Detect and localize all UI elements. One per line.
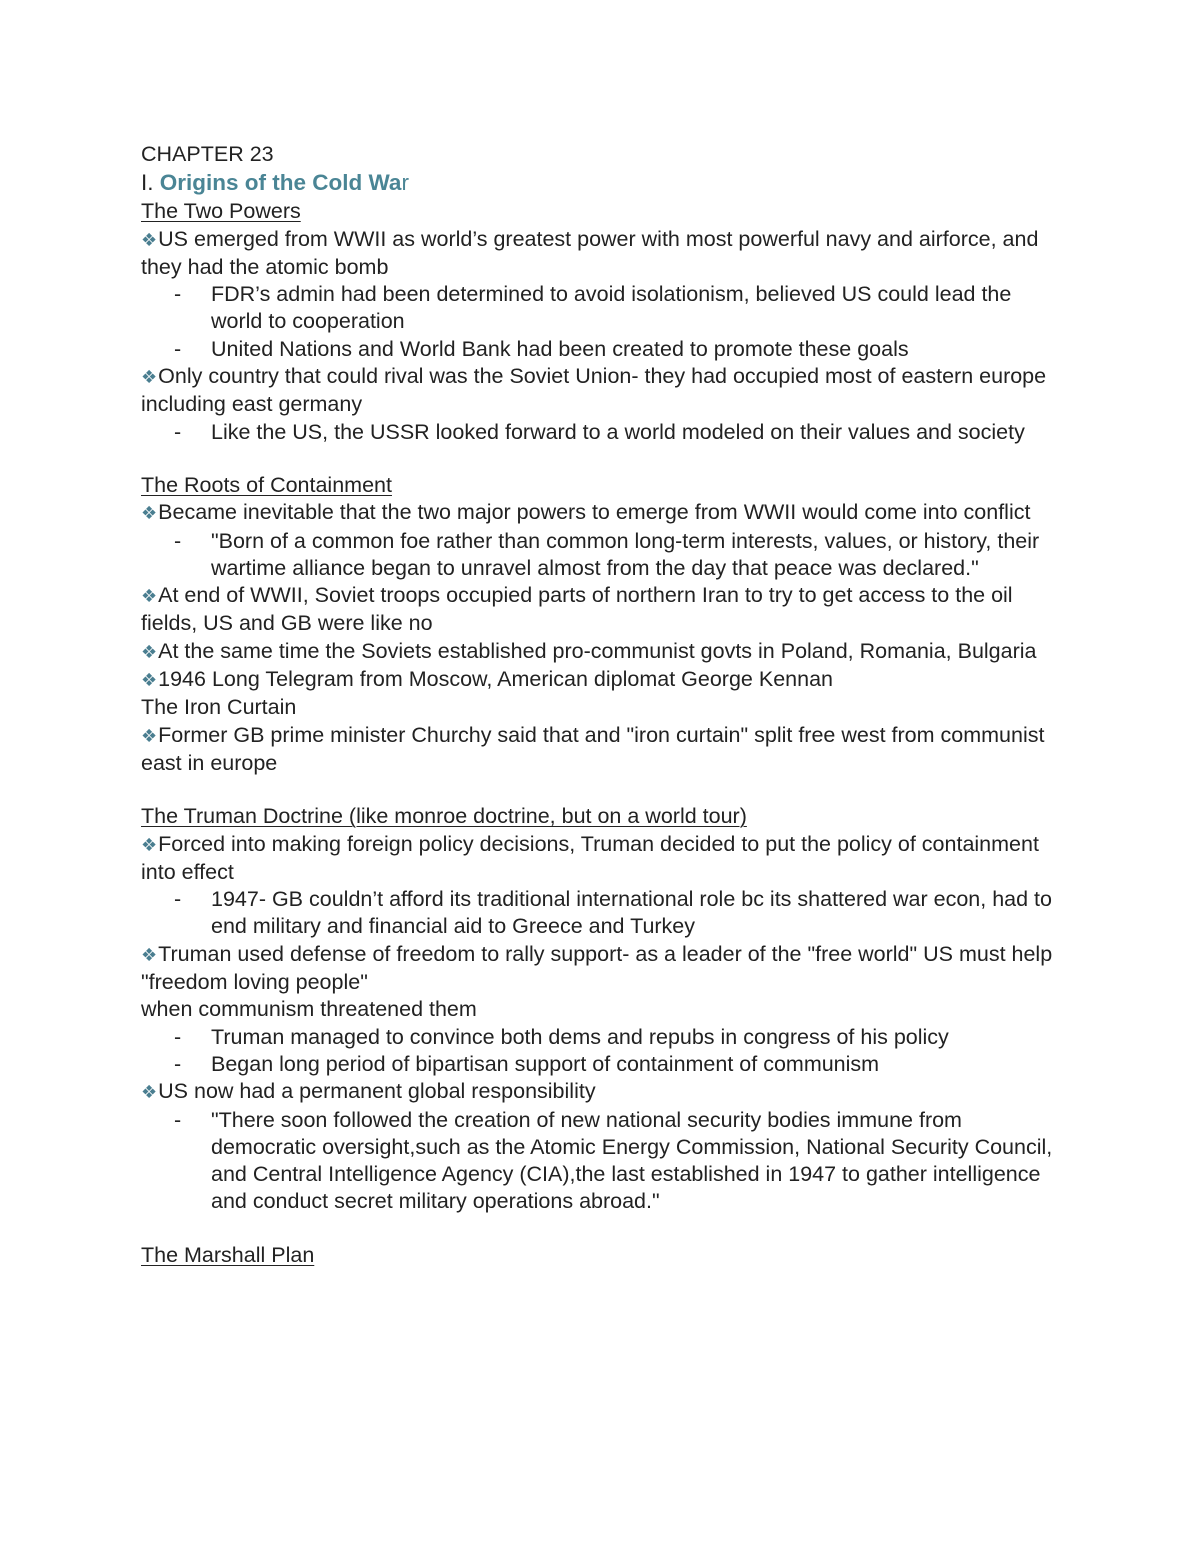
bullet-item xyxy=(141,666,1061,694)
bullet-text: Became inevitable that the two major powers to emerge from WWII would come into conflict xyxy=(158,500,1031,525)
diamond-bullet-icon: ❖ xyxy=(141,641,158,662)
bullet-text: US emerged from WWII as world’s greatest power with most powerful navy and airforce, and they had the atomic bomb xyxy=(141,226,1039,279)
dash-item xyxy=(141,419,1061,446)
bullet-item xyxy=(141,941,1061,997)
diamond-bullet-icon: ❖ xyxy=(141,586,158,607)
diamond-bullet-icon: ❖ xyxy=(141,229,158,250)
dash-text: 1947- GB couldn’t afford its traditional international role bc its shattered war econ, had to end military and financial aid to Greece and Turkey xyxy=(211,887,1052,939)
dash-marker: - xyxy=(174,419,182,444)
bullet-text: Forced into making foreign policy decisions, Truman decided to put the policy of containment into effect xyxy=(141,831,1039,884)
diamond-bullet-icon: ❖ xyxy=(141,834,158,855)
dash-item xyxy=(141,528,1061,583)
diamond-bullet-icon: ❖ xyxy=(141,670,158,691)
dash-text: "There soon followed the creation of new national security bodies immune from democratic oversight,such as the Atomic Energy Commission, National Security Council, and Central Intelligence Agency (CIA),the last established in 1947 to gather intelligence and conduct secret military operations abroad." xyxy=(211,1107,1053,1214)
dash-text: Like the US, the USSR looked forward to a world modeled on their values and society xyxy=(211,419,1025,444)
bullet-text: At end of WWII, Soviet troops occupied parts of northern Iran to try to get access to the oil fields, US and GB were like no xyxy=(141,583,1013,636)
dash-text: FDR’s admin had been determined to avoid isolationism, believed US could lead the world to cooperation xyxy=(211,282,1012,334)
blank-line xyxy=(141,446,1061,472)
dash-marker: - xyxy=(174,1024,182,1049)
dash-text: United Nations and World Bank had been created to promote these goals xyxy=(211,336,909,361)
dash-item xyxy=(141,886,1061,941)
dash-text: "Born of a common foe rather than common long-term interests, values, or history, their wartime alliance began to unravel almost from the day that peace was declared." xyxy=(211,528,1040,580)
bullet-item xyxy=(141,638,1061,666)
dash-marker: - xyxy=(174,336,182,361)
blank-line xyxy=(141,777,1061,803)
plain-line: The Iron Curtain xyxy=(141,695,297,720)
subsection-title: The Two Powers xyxy=(141,199,301,224)
bullet-text: At the same time the Soviets established pro-communist govts in Poland, Romania, Bulgaria xyxy=(158,638,1037,663)
diamond-bullet-icon: ❖ xyxy=(141,725,158,746)
dash-marker: - xyxy=(174,1107,182,1132)
plain-line: when communism threatened them xyxy=(141,997,477,1022)
dash-marker: - xyxy=(174,282,182,307)
dash-text: Truman managed to convince both dems and repubs in congress of his policy xyxy=(211,1024,949,1049)
bullet-item xyxy=(141,582,1061,638)
bullet-item xyxy=(141,831,1061,887)
subsection-title: The Roots of Containment xyxy=(141,472,392,497)
heading-title: Origins of the Cold Wa xyxy=(159,170,402,196)
document-body xyxy=(141,141,1061,1269)
bullet-item xyxy=(141,499,1061,527)
bullet-text: Truman used defense of freedom to rally support- as a leader of the "free world" US must help "freedom loving people" xyxy=(141,941,1053,995)
section-heading xyxy=(141,168,1061,198)
diamond-bullet-icon: ❖ xyxy=(141,944,158,965)
subsection-title: The Truman Doctrine (like monroe doctrine, but on a world tour) xyxy=(141,804,747,829)
diamond-bullet-icon: ❖ xyxy=(141,503,158,524)
dash-text: Began long period of bipartisan support of containment of communism xyxy=(211,1051,880,1076)
heading-number: I. xyxy=(141,170,154,196)
diamond-bullet-icon: ❖ xyxy=(141,367,158,388)
dash-item xyxy=(141,1051,1061,1078)
blank-line xyxy=(141,1216,1061,1242)
bullet-item xyxy=(141,1078,1061,1106)
bullet-item xyxy=(141,363,1061,419)
sections-container xyxy=(141,198,1061,1269)
dash-marker: - xyxy=(174,528,182,553)
bullet-text: Former GB prime minister Churchy said that and "iron curtain" split free west from communist east in europe xyxy=(141,722,1045,775)
chapter-label: CHAPTER 23 xyxy=(141,142,274,166)
bullet-text: Only country that could rival was the Soviet Union- they had occupied most of eastern europe including east germany xyxy=(141,364,1047,417)
bullet-text: US now had a permanent global responsibility xyxy=(158,1079,596,1104)
subsection-title: The Marshall Plan xyxy=(141,1242,315,1267)
dash-item xyxy=(141,281,1061,336)
dash-item xyxy=(141,336,1061,363)
dash-marker: - xyxy=(174,887,182,912)
heading-title-end: r xyxy=(401,170,409,196)
bullet-item xyxy=(141,226,1061,282)
dash-item xyxy=(141,1107,1061,1216)
dash-item xyxy=(141,1024,1061,1051)
bullet-item xyxy=(141,722,1061,778)
diamond-bullet-icon: ❖ xyxy=(141,1082,158,1103)
bullet-text: 1946 Long Telegram from Moscow, American diplomat George Kennan xyxy=(158,667,833,692)
dash-marker: - xyxy=(174,1051,182,1076)
